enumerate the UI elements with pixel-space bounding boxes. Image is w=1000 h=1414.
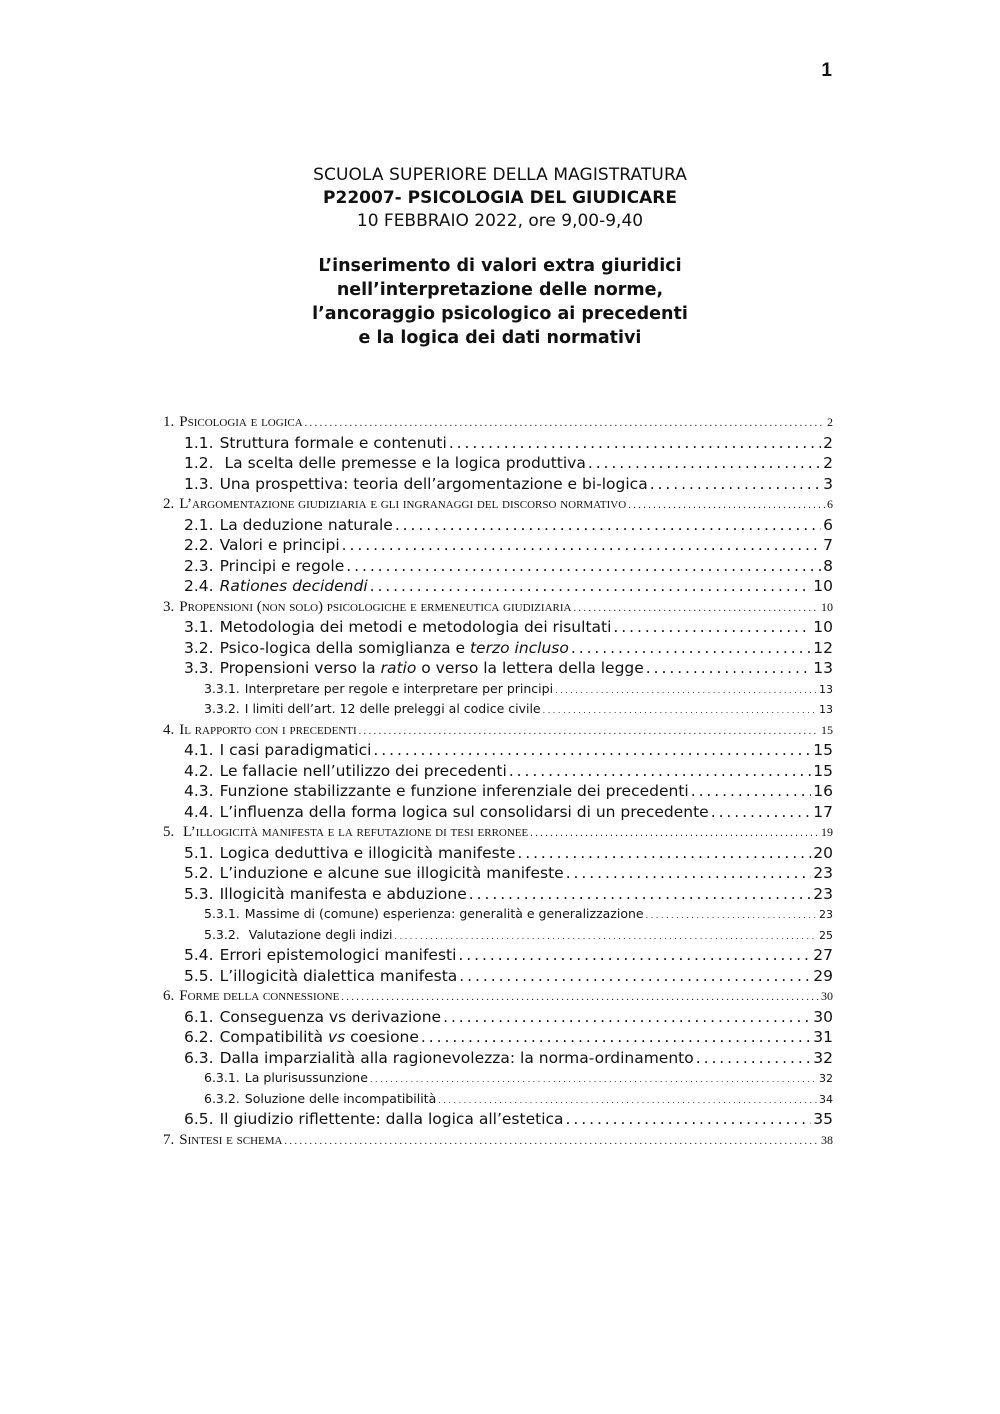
toc-number: 3.1. (184, 618, 214, 636)
toc-title: La plurisussunzione (244, 1070, 368, 1085)
toc-page: 13 (813, 659, 833, 677)
toc-leader (373, 740, 811, 761)
toc-subsection[interactable] (163, 699, 833, 720)
toc-leader (395, 925, 817, 948)
toc-chapter[interactable] (163, 986, 833, 1007)
toc-page: 10 (813, 577, 833, 595)
toc-leader (543, 699, 817, 722)
toc-subsection[interactable] (163, 1068, 833, 1089)
toc-number: 4.2. (184, 761, 214, 780)
toc-section[interactable] (163, 740, 833, 761)
toc-leader (395, 515, 821, 536)
toc-page: 19 (821, 825, 833, 839)
toc-number: 6.5. (184, 1110, 214, 1128)
toc-page: 16 (813, 782, 833, 800)
toc-page: 25 (819, 928, 833, 942)
toc-section[interactable] (163, 474, 833, 495)
toc-chapter[interactable] (163, 822, 833, 843)
toc-title: Interpretare per regole e interpretare per principi (244, 680, 554, 696)
toc-number: 6. (163, 988, 175, 1004)
toc-leader (370, 576, 812, 597)
toc-title: I casi paradigmatici (219, 741, 372, 759)
toc-number: 3.2. (184, 638, 214, 657)
toc-page: 6 (827, 497, 833, 511)
document-header (0, 163, 1000, 233)
toc-title: Una prospettiva: teoria dell’argomentazione e bi-logica (219, 474, 648, 493)
toc-leader (305, 412, 825, 435)
toc-title: Sintesi e schema (179, 1131, 283, 1148)
toc-page: 23 (813, 864, 833, 882)
toc-leader (458, 945, 811, 966)
toc-title: La deduzione naturale (219, 515, 393, 534)
toc-leader (696, 1048, 812, 1069)
toc-number: 6.2. (184, 1028, 214, 1046)
toc-title: L’illogicità dialettica manifesta (219, 966, 458, 985)
toc-page: 31 (813, 1028, 833, 1046)
toc-leader (509, 761, 811, 782)
toc-title: L’influenza della forma logica sul consolidarsi di un precedente (219, 802, 709, 821)
toc-leader (628, 494, 825, 517)
toc-number: 5.1. (184, 843, 214, 862)
toc-section[interactable] (163, 453, 833, 474)
toc-number: 5.3.2. (204, 926, 240, 942)
toc-number: 2.2. (184, 536, 214, 554)
toc-leader (646, 658, 811, 679)
toc-page: 23 (813, 884, 833, 903)
toc-section[interactable] (163, 884, 833, 905)
toc-page: 34 (819, 1092, 833, 1106)
toc-number: 2. (163, 496, 175, 512)
toc-leader (370, 1068, 817, 1091)
toc-title: Struttura formale e contenuti (219, 433, 447, 452)
toc-number: 6.3.2. (204, 1090, 240, 1106)
toc-page: 30 (813, 1007, 833, 1026)
toc-number: 2.3. (184, 556, 214, 575)
title-line: L’inserimento di valori extra giuridici (318, 256, 682, 276)
toc-title: Massime di (comune) esperienza: generalità e generalizzazione (244, 906, 644, 921)
lecture-date: 10 FEBBRAIO 2022, ore 9,00-9,40 (356, 211, 644, 231)
toc-leader (284, 1130, 819, 1153)
toc-section[interactable] (163, 863, 833, 884)
toc-title: L’induzione e alcune sue illogicità manifeste (219, 864, 564, 882)
toc-title: Valutazione degli indizi (244, 926, 393, 942)
toc-section[interactable] (163, 556, 833, 577)
toc-section[interactable] (163, 781, 833, 802)
title-line: nell’interpretazione delle norme, (336, 280, 664, 300)
toc-page: 15 (813, 761, 833, 780)
toc-number: 6.3. (184, 1048, 214, 1067)
toc-page: 32 (813, 1048, 833, 1067)
toc-leader (566, 1109, 812, 1130)
toc-chapter[interactable] (163, 412, 833, 433)
toc-leader (443, 1007, 811, 1028)
toc-section[interactable] (163, 638, 833, 659)
toc-title: Forme della connessione (179, 988, 340, 1004)
toc-title: Logica deduttiva e illogicità manifeste (219, 843, 516, 862)
toc-section[interactable] (163, 433, 833, 454)
toc-number: 5.5. (184, 966, 214, 985)
toc-page: 38 (821, 1132, 833, 1147)
toc-page: 2 (823, 433, 833, 452)
toc-number: 5. (163, 824, 175, 840)
toc-number: 7. (163, 1131, 175, 1148)
toc-title-italic: terzo incluso (469, 638, 569, 657)
toc-page: 20 (813, 843, 833, 862)
toc-leader (359, 720, 819, 743)
toc-page: 32 (819, 1072, 833, 1085)
toc-number: 5.3. (184, 884, 214, 903)
document-title (0, 254, 1000, 350)
toc-page: 10 (813, 618, 833, 636)
toc-leader (459, 966, 811, 987)
toc-subsection[interactable] (163, 1089, 833, 1110)
toc-page: 13 (819, 703, 833, 716)
toc-section[interactable] (163, 1027, 833, 1048)
toc-title: La scelta delle premesse e la logica produttiva (219, 454, 586, 472)
toc-leader (530, 822, 819, 845)
toc-page: 30 (821, 989, 833, 1003)
toc-page: 2 (823, 454, 833, 472)
title-line: e la logica dei dati normativi (358, 328, 642, 348)
toc-title: Valori e principi (219, 536, 340, 554)
toc-page: 27 (813, 946, 833, 964)
toc-number: 4.3. (184, 782, 214, 800)
toc-number: 4.4. (184, 802, 214, 821)
toc-page: 10 (821, 599, 833, 614)
toc-leader (613, 617, 811, 638)
toc-leader (588, 453, 821, 474)
toc-leader (421, 1027, 811, 1048)
toc-title-part: coesione (345, 1028, 419, 1046)
toc-section[interactable] (163, 761, 833, 782)
toc-leader (449, 433, 821, 454)
toc-title-part: Compatibilità (219, 1028, 328, 1046)
toc-title: L’argomentazione giudiziaria e gli ingranaggi del discorso normativo (179, 496, 627, 512)
toc-section[interactable] (163, 945, 833, 966)
toc-chapter[interactable] (163, 494, 833, 515)
toc-section[interactable] (163, 515, 833, 536)
toc-title: Soluzione delle incompatibilità (244, 1090, 437, 1106)
toc-page: 15 (813, 741, 833, 759)
toc-number: 2.4. (184, 577, 214, 595)
toc-page: 23 (819, 908, 833, 921)
toc-chapter[interactable] (163, 1130, 833, 1151)
toc-number: 1.2. (184, 454, 214, 472)
toc-title: Il rapporto con i precedenti (179, 721, 357, 738)
table-of-contents (163, 412, 833, 1150)
toc-page: 8 (823, 556, 833, 575)
toc-title: I limiti dell’art. 12 delle preleggi al codice civile (244, 701, 541, 716)
toc-section[interactable] (163, 535, 833, 556)
toc-leader (346, 556, 821, 577)
toc-leader (650, 474, 821, 495)
toc-page: 7 (823, 536, 833, 554)
toc-number: 3.3. (184, 659, 214, 677)
toc-section[interactable] (163, 576, 833, 597)
toc-title-italic: vs (327, 1028, 346, 1046)
toc-section[interactable] (163, 1048, 833, 1069)
toc-leader (691, 781, 812, 802)
toc-leader (469, 884, 811, 905)
toc-subsection[interactable] (163, 679, 833, 700)
toc-page: 13 (819, 682, 833, 696)
toc-number: 1. (163, 414, 175, 430)
title-line: l’ancoraggio psicologico ai precedenti (312, 304, 688, 324)
toc-leader (646, 904, 817, 927)
toc-number: 2.1. (184, 515, 214, 534)
toc-number: 1.1. (184, 433, 214, 452)
toc-page: 35 (813, 1110, 833, 1128)
toc-number: 6.1. (184, 1007, 214, 1026)
toc-title: Illogicità manifesta e abduzione (219, 884, 467, 903)
toc-number: 4.1. (184, 741, 214, 759)
toc-title: Errori epistemologici manifesti (219, 946, 457, 964)
toc-number: 4. (163, 721, 175, 738)
toc-title-part: Psico-logica della somiglianza e (219, 638, 470, 657)
toc-title: Il giudizio riflettente: dalla logica all’estetica (219, 1110, 564, 1128)
toc-subsection[interactable] (163, 904, 833, 925)
toc-subsection[interactable] (163, 925, 833, 946)
toc-number: 5.2. (184, 864, 214, 882)
toc-page: 12 (813, 638, 833, 657)
page-number: 1 (821, 60, 832, 81)
toc-title: Conseguenza vs derivazione (219, 1007, 442, 1026)
toc-page: 17 (813, 802, 833, 821)
toc-title: Dalla imparzialità alla ragionevolezza: la norma-ordinamento (219, 1048, 694, 1067)
toc-page: 2 (827, 415, 833, 429)
toc-leader (573, 597, 819, 620)
toc-number: 6.3.1. (204, 1070, 240, 1085)
toc-number: 5.3.1. (204, 906, 240, 921)
toc-page: 3 (823, 474, 833, 493)
toc-section[interactable] (163, 1007, 833, 1028)
toc-chapter[interactable] (163, 720, 833, 741)
toc-section[interactable] (163, 802, 833, 823)
toc-title: Psicologia e logica (179, 414, 303, 430)
toc-leader (571, 638, 811, 659)
toc-number: 3. (163, 598, 175, 615)
toc-title (220, 658, 644, 679)
toc-leader (341, 986, 819, 1009)
toc-number: 3.3.1. (204, 680, 240, 696)
toc-leader (566, 863, 812, 884)
toc-title (220, 638, 569, 659)
toc-title-italic: ratio (380, 659, 417, 677)
toc-section[interactable] (163, 617, 833, 638)
toc-page: 6 (823, 515, 833, 534)
toc-page: 29 (813, 966, 833, 985)
toc-page: 15 (821, 722, 833, 737)
toc-title: Propensioni (non solo) psicologiche e ermeneutica giudiziaria (179, 598, 572, 615)
toc-title: Rationes decidendi (219, 577, 368, 595)
toc-leader (711, 802, 812, 823)
school-name: SCUOLA SUPERIORE DELLA MAGISTRATURA (313, 165, 687, 185)
toc-title: Metodologia dei metodi e metodologia dei risultati (219, 618, 612, 636)
toc-title-part: o verso la lettera della legge (416, 659, 644, 677)
toc-section[interactable] (163, 843, 833, 864)
toc-title: Principi e regole (219, 556, 345, 575)
course-code-title: P22007- PSICOLOGIA DEL GIUDICARE (323, 188, 677, 208)
toc-title (220, 1027, 419, 1048)
toc-title-part: Propensioni verso la (219, 659, 381, 677)
toc-section[interactable] (163, 966, 833, 987)
toc-number: 3.3.2. (204, 701, 240, 716)
toc-leader (555, 679, 817, 702)
toc-leader (342, 535, 821, 556)
toc-chapter[interactable] (163, 597, 833, 618)
toc-section[interactable] (163, 658, 833, 679)
toc-number: 1.3. (184, 474, 214, 493)
toc-leader (517, 843, 811, 864)
toc-title: Le fallacie nell’utilizzo dei precedenti (219, 761, 507, 780)
toc-section[interactable] (163, 1109, 833, 1130)
toc-number: 5.4. (184, 946, 214, 964)
toc-title: L’illogicità manifesta e la refutazione di tesi erronee (179, 824, 529, 840)
toc-title: Funzione stabilizzante e funzione inferenziale dei precedenti (219, 782, 689, 800)
toc-leader (438, 1089, 817, 1112)
